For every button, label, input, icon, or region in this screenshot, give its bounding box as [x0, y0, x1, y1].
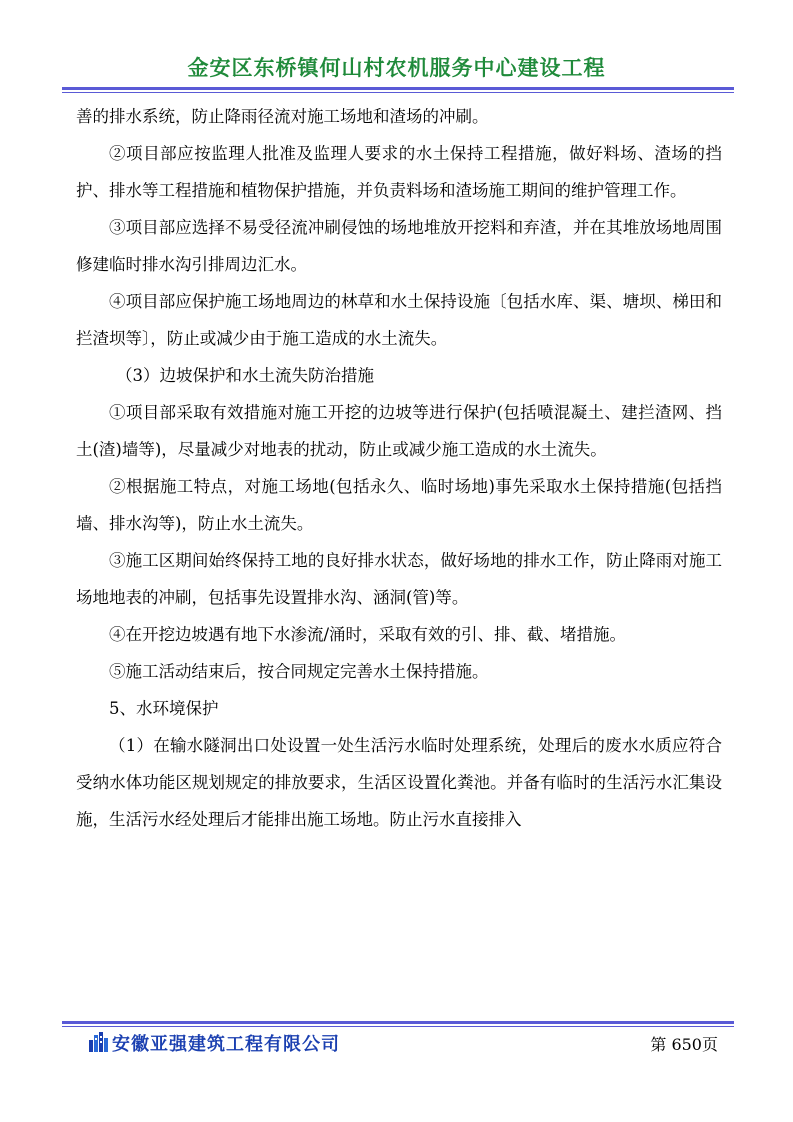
section-heading-slope: （3）边坡保护和水土流失防治措施 [116, 366, 374, 385]
footer-rule-thick [62, 1021, 734, 1024]
header-rule-thin [62, 92, 734, 93]
section-heading-water: 5、水环境保护 [109, 699, 219, 718]
paragraph-12: （1）在输水隧洞出口处设置一处生活污水临时处理系统，处理后的废水水质应符合受纳水体功能区规划规定的排放要求，生活区设置化粪池。并备有临时的生活污水汇集设施，生活污水经处理后才能排出施工场地。防止污水直接排入 [76, 736, 722, 829]
company-name: 安徽亚强建筑工程有限公司 [112, 1034, 340, 1055]
paragraph-7: ②根据施工特点，对施工场地(包括永久、临时场地)事先采取水土保持措施(包括挡墙、排水沟等)，防止水土流失。 [76, 477, 722, 533]
document-body [76, 98, 722, 838]
page-header-title: 金安区东桥镇何山村农机服务中心建设工程 [187, 56, 606, 80]
page-number: 第 650页 [650, 1035, 718, 1054]
paragraph-3: ③项目部应选择不易受径流冲刷侵蚀的场地堆放开挖料和弃渣，并在其堆放场地周围修建临时排水沟引排周边汇水。 [76, 218, 722, 274]
page-footer [88, 1030, 728, 1056]
header-rule-thick [62, 87, 734, 90]
building-logo-icon [88, 1032, 110, 1052]
paragraph-8: ③施工区期间始终保持工地的良好排水状态，做好场地的排水工作，防止降雨对施工场地地表的冲刷，包括事先设置排水沟、涵洞(管)等。 [76, 551, 722, 607]
paragraph-1: 善的排水系统，防止降雨径流对施工场地和渣场的冲刷。 [76, 107, 489, 126]
paragraph-2: ②项目部应按监理人批准及监理人要求的水土保持工程措施，做好料场、渣场的挡护、排水等工程措施和植物保护措施，并负责料场和渣场施工期间的维护管理工作。 [76, 144, 722, 200]
paragraph-6: ①项目部采取有效措施对施工开挖的边坡等进行保护(包括喷混凝土、建拦渣网、挡土(渣)墙等)，尽量减少对地表的扰动，防止或减少施工造成的水土流失。 [76, 403, 722, 459]
paragraph-10: ⑤施工活动结束后，按合同规定完善水土保持措施。 [109, 662, 489, 681]
paragraph-9: ④在开挖边坡遇有地下水渗流/涌时，采取有效的引、排、截、堵措施。 [109, 625, 627, 644]
footer-rule-thin [62, 1026, 734, 1027]
paragraph-4: ④项目部应保护施工场地周边的林草和水土保持设施〔包括水库、渠、塘坝、梯田和拦渣坝等〕，防止或减少由于施工造成的水土流失。 [76, 292, 722, 348]
